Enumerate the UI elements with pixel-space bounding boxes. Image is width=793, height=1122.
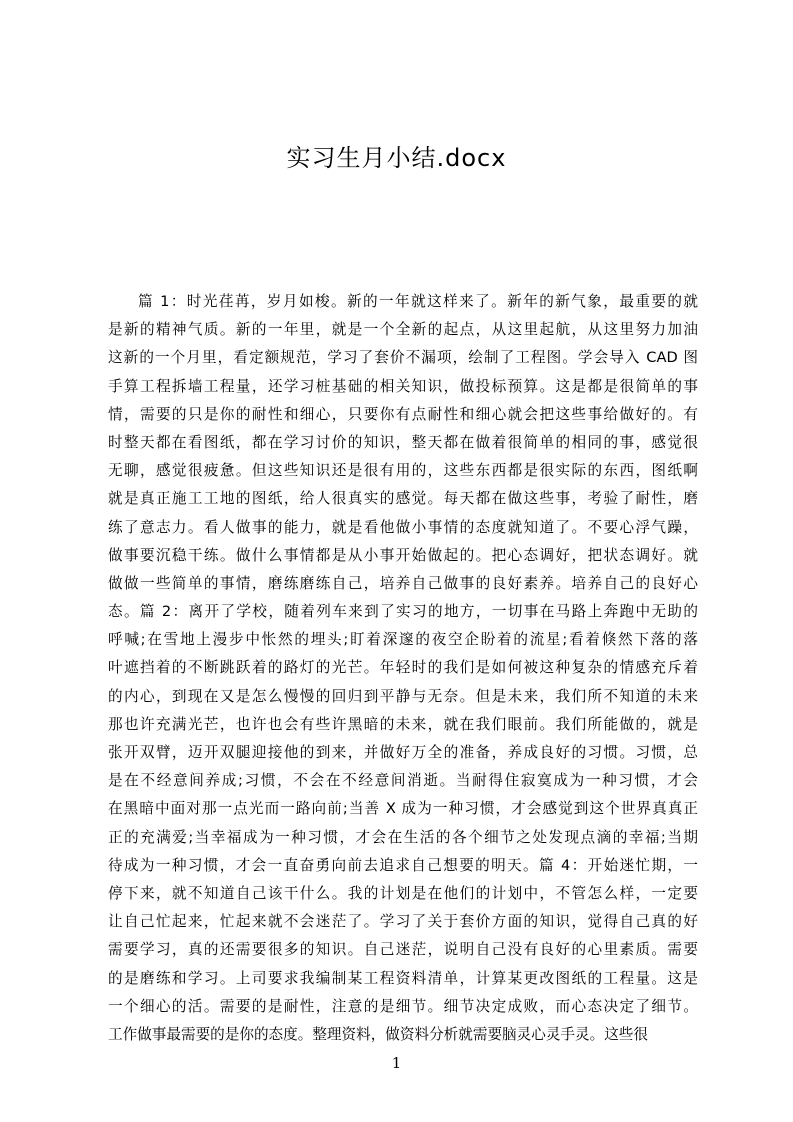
text-line: 需要学习，真的还需要很多的知识。自己迷茫，说明自己没有良好的心里素质。需要 [108,941,698,959]
text-line: 在黑暗中面对那一点光而一路向前;当善 X 成为一种习惯，才会感觉到这个世界真真正 [108,800,698,818]
text-line: 正的充满爱;当幸福成为一种习惯，才会在生活的各个细节之处发现点滴的幸福;当期 [108,828,698,846]
text-line: 无聊，感觉很疲惫。但这些知识还是很有用的，这些东西都是很实际的东西，图纸啊 [108,462,698,480]
text-line: 情，需要的只是你的耐性和细心，只要你有点耐性和细心就会把这些事给做好的。有 [108,405,698,423]
text-line: 的是磨练和学习。上司要求我编制某工程资料清单，计算某更改图纸的工程量。这是 [108,969,698,987]
text-line: 那也许充满光芒，也许也会有些许黑暗的未来，就在我们眼前。我们所能做的，就是 [108,715,698,733]
text-line: 张开双臂，迈开双腿迎接他的到来，并做好万全的准备，养成良好的习惯。习惯，总 [108,744,698,761]
text-line: 手算工程拆墙工程量，还学习桩基础的相关知识，做投标预算。这是都是很简单的事 [108,377,698,395]
document-title: 实习生月小结.docx [286,144,507,172]
text-line: 待成为一种习惯，才会一直奋勇向前去追求自己想要的明天。篇 4：开始迷忙期，一 [108,856,698,874]
text-line: 工作做事最需要的是你的态度。整理资料，做资料分析就需要脑灵心灵手灵。这些很 [108,1025,648,1043]
text-line: 时整天都在看图纸，都在学习讨价的知识，整天都在做着很简单的相同的事，感觉很 [108,433,698,451]
text-line: 的内心，到现在又是怎么慢慢的回归到平静与无奈。但是未来，我们所不知道的未来 [108,687,698,705]
text-line: 一个细心的活。需要的是耐性，注意的是细节。细节决定成败，而心态决定了细节。 [108,997,698,1015]
text-line: 是新的精神气质。新的一年里，就是一个全新的起点，从这里起航，从这里努力加油 [108,321,698,339]
text-line: 做做一些简单的事情，磨练磨练自己，培养自己做事的良好素养。培养自己的良好心 [108,574,698,592]
text-line: 让自己忙起来，忙起来就不会迷茫了。学习了关于套价方面的知识，觉得自己真的好 [108,913,698,931]
text-line: 呼喊;在雪地上漫步中怅然的埋头;盯着深邃的夜空企盼着的流星;看着倏然下落的落 [108,631,698,649]
text-line: 做事要沉稳干练。做什么事情都是从小事开始做起的。把心态调好，把状态调好。就 [108,546,698,564]
text-line: 叶遮挡着的不断跳跃着的路灯的光芒。年轻时的我们是如何被这种复杂的情感充斥着 [108,659,698,677]
text-line: 篇 1：时光荏苒，岁月如梭。新的一年就这样来了。新年的新气象，最重要的就 [138,293,698,310]
page-number: 1 [391,1054,402,1072]
text-line: 练了意志力。看人做事的能力，就是看他做小事情的态度就知道了。不要心浮气躁， [108,518,698,536]
text-line: 态。篇 2：离开了学校，随着列车来到了实习的地方，一切事在马路上奔跑中无助的 [108,603,698,621]
text-line: 就是真正施工工地的图纸，给人很真实的感觉。每天都在做这些事，考验了耐性，磨 [108,490,698,508]
text-line: 停下来，就不知道自己该干什么。我的计划是在他们的计划中，不管怎么样，一定要 [108,884,698,902]
text-line: 是在不经意间养成;习惯，不会在不经意间消逝。当耐得住寂寞成为一种习惯，才会 [108,772,698,790]
document-body [108,288,698,1049]
text-line: 这新的一个月里，看定额规范，学习了套价不漏项，绘制了工程图。学会导入 CAD 图 [108,349,698,367]
